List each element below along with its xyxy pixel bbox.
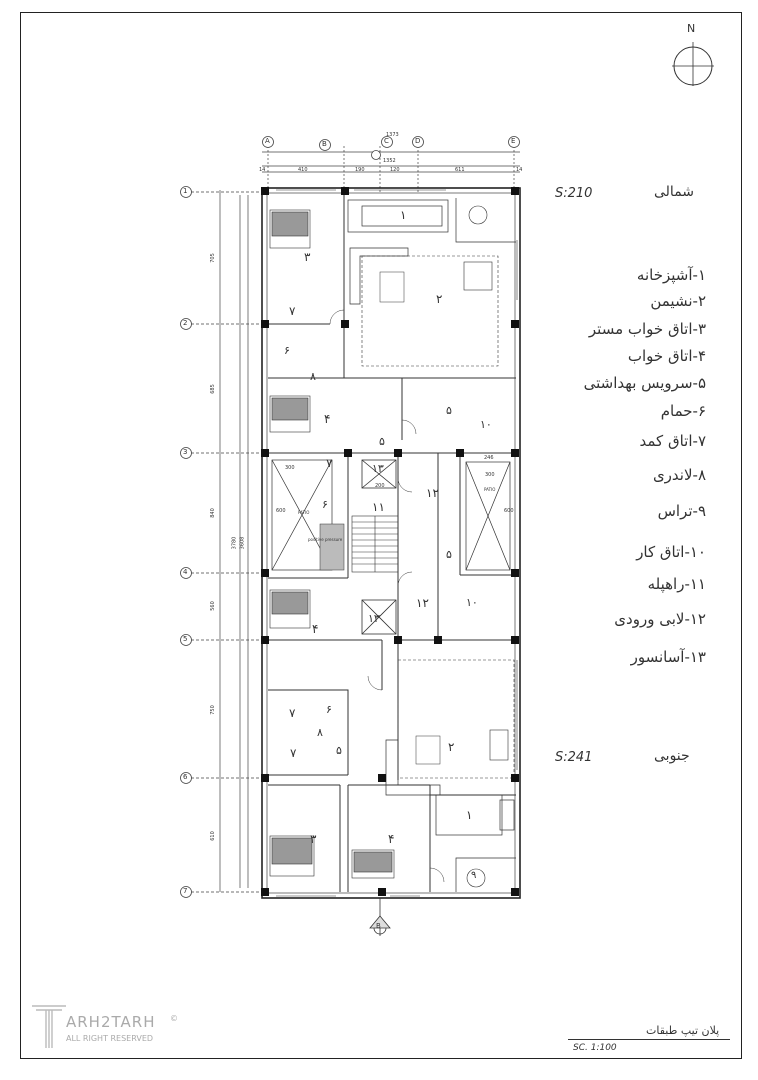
legend-item: ۷-اتاق کمد [639, 432, 706, 450]
dim-bay: 120 [390, 167, 400, 173]
room-living: ۲ [436, 292, 443, 306]
room-terrace: ۹ [471, 870, 477, 881]
dim-total-width: 1373 [386, 132, 399, 138]
legend-item: ۴-اتاق خواب [627, 347, 706, 365]
room-bedroom: ۴ [324, 412, 331, 426]
grid-row-label: 3 [183, 448, 188, 456]
patio-dim: 300 [285, 465, 295, 471]
dim-inner-width: 1352 [383, 158, 396, 164]
company-logo [30, 1000, 190, 1052]
dim-row: 610 [209, 831, 216, 841]
dim-bay: 14 [516, 167, 523, 173]
room-wc: ۵ [379, 435, 385, 448]
room-bath: ۶ [284, 344, 290, 357]
room-closet: ۷ [289, 706, 296, 720]
legend-item: ۱-آشپزخانه [636, 266, 706, 284]
legend-item: ۱۲-لابی ورودی [614, 610, 706, 628]
patio-label: PATIO [484, 487, 496, 492]
room-bath: ۶ [326, 703, 332, 716]
dim-bay: 14 [259, 167, 266, 173]
room-laundry: ۸ [317, 726, 323, 739]
patio-label: PATIO [298, 510, 310, 515]
south-label: جنوبی [654, 748, 690, 764]
elevator-dim: 200 [375, 483, 385, 489]
grid-row-label: 4 [183, 568, 188, 576]
room-laundry: ۸ [310, 370, 316, 383]
legend-item: ۶-حمام [660, 402, 706, 420]
room-stair: ۱۱ [372, 500, 385, 514]
north-area: S:210 [555, 186, 593, 201]
room-living: ۲ [448, 740, 455, 754]
logo-copyright: © [170, 1014, 178, 1023]
north-marker: N [687, 22, 696, 35]
room-wc: ۵ [446, 548, 452, 561]
grid-col-label: E [511, 137, 516, 145]
grid-col-label: D [415, 137, 421, 145]
room-study: ۱۰ [480, 418, 492, 431]
legend-item: ۱۱-راهپله [647, 575, 706, 593]
room-master: ۳ [310, 832, 317, 846]
grid-col-label: C [384, 137, 389, 145]
logo-rights: ALL RIGHT RESERVED [66, 1034, 154, 1043]
patio-dim: 246 [484, 455, 494, 461]
grid-row-label: 5 [183, 635, 188, 643]
grid-col-label: B [322, 140, 327, 148]
room-master: ۳ [304, 250, 311, 264]
room-bath: ۶ [322, 498, 328, 511]
title-underline [568, 1039, 730, 1040]
grid-row-label: 7 [183, 887, 188, 895]
room-elevator: ۱۳ [368, 612, 380, 625]
legend-item: ۱۰-اتاق کار [636, 543, 706, 561]
room-study: ۱۰ [466, 596, 478, 609]
dim-row: 560 [209, 601, 216, 611]
dim-bay: 611 [455, 167, 465, 173]
dim-row: 840 [209, 508, 216, 518]
grid-row-label: 2 [183, 319, 188, 327]
grid-row-label: 6 [183, 773, 188, 781]
shaft-label: positive pressure [308, 537, 343, 542]
room-closet: ۷ [326, 456, 333, 470]
patio-dim: 300 [485, 472, 495, 478]
room-kitchen: ۱ [466, 808, 473, 822]
logo-brand: ARH2TARH [66, 1013, 156, 1031]
south-area: S:241 [555, 750, 593, 765]
dim-total-height: 3608 [239, 536, 246, 550]
grid-col-label: A [265, 137, 270, 145]
sheet-title: پلان تیپ طبقات [646, 1024, 720, 1037]
legend-item: ۵-سرویس بهداشتی [583, 374, 706, 392]
room-wc: ۵ [336, 744, 342, 757]
dim-total-height: 3780 [231, 536, 238, 550]
room-bedroom: ۴ [312, 622, 319, 636]
room-closet: ۷ [289, 304, 296, 318]
legend-item: ۹-تراس [657, 502, 706, 520]
room-lobby: ۱۲ [426, 486, 439, 500]
room-wc: ۵ [446, 404, 452, 417]
room-bedroom: ۴ [388, 832, 395, 846]
legend-item: ۳-اتاق خواب مستر [588, 320, 706, 338]
dim-row: 750 [209, 705, 216, 715]
room-lobby: ۱۲ [416, 596, 429, 610]
logo-mark-icon [30, 1002, 70, 1050]
patio-dim: 600 [276, 508, 286, 514]
section-marker: B [376, 922, 381, 930]
dim-row: 685 [209, 384, 216, 394]
room-closet: ۷ [290, 746, 297, 760]
legend-item: ۲-نشیمن [650, 292, 706, 310]
patio-dim: 600 [504, 508, 514, 514]
legend-item: ۱۳-آسانسور [630, 648, 706, 666]
dim-row: 705 [209, 253, 216, 263]
legend-item: ۸-لاندری [652, 466, 706, 484]
grid-row-label: 1 [183, 187, 188, 195]
sheet-scale: SC. 1:100 [573, 1043, 617, 1053]
north-label: شمالی [654, 184, 695, 200]
room-elevator: ۱۳ [372, 462, 384, 475]
dim-bay: 190 [355, 167, 365, 173]
dim-bay: 410 [298, 167, 308, 173]
room-kitchen: ۱ [400, 208, 407, 222]
